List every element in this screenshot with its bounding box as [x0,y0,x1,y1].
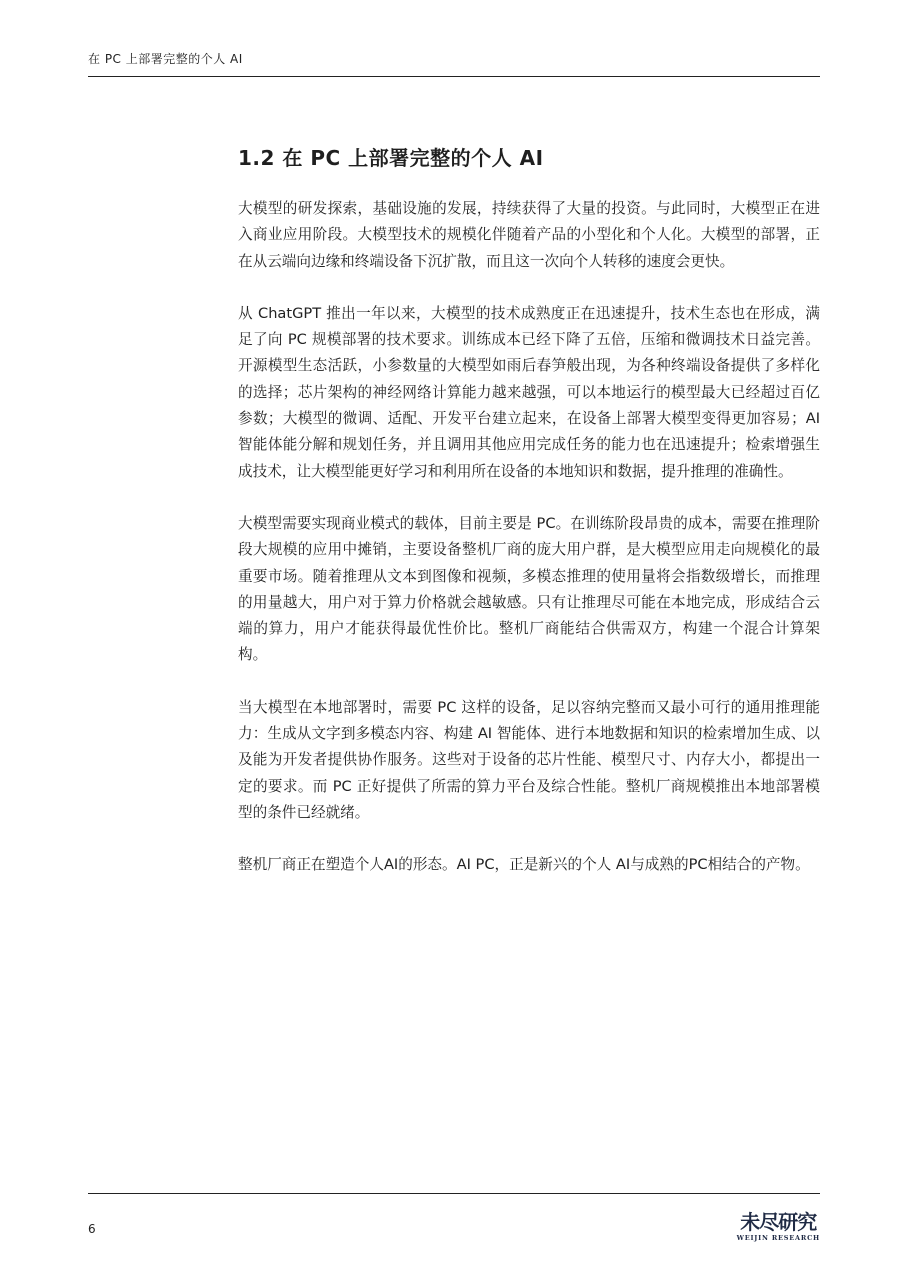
footer-divider [88,1193,820,1194]
brand-name-english: WEIJIN RESEARCH [736,1234,820,1242]
section-title: 1.2 在 PC 上部署完整的个人 AI [238,146,544,170]
paragraph: 大模型的研发探索，基础设施的发展，持续获得了大量的投资。与此同时，大模型正在进入商业应用阶段。大模型技术的规模化伴随着产品的小型化和个人化。大模型的部署，正在从云端向边缘和终端设备下沉扩散，而且这一次向个人转移的速度会更快。 [238,200,820,270]
body-text [238,196,820,905]
page-number: 6 [88,1222,96,1236]
header-divider [88,76,820,77]
paragraph: 整机厂商正在塑造个人AI的形态。AI PC，正是新兴的个人 AI与成熟的PC相结合的产物。 [238,856,810,874]
paragraph: 大模型需要实现商业模式的载体，目前主要是 PC。在训练阶段昂贵的成本，需要在推理阶段大规模的应用中摊销，主要设备整机厂商的庞大用户群，是大模型应用走向规模化的最重要市场。随着推理从文本到图像和视频，多模态推理的使用量将会指数级增长，而推理的用量越大，用户对于算力价格就会越敏感。只有让推理尽可能在本地完成，形成结合云端的算力，用户才能获得最优性价比。整机厂商能结合供需双方，构建一个混合计算架构。 [238,514,820,664]
brand-logo [737,1210,820,1243]
running-header: 在 PC 上部署完整的个人 AI [88,52,243,66]
brand-name-chinese: 未尽研究 [740,1210,817,1234]
paragraph: 当大模型在本地部署时，需要 PC 这样的设备，足以容纳完整而又最小可行的通用推理能力：生成从文字到多模态内容、构建 AI 智能体、进行本地数据和知识的检索增加生成、以及能为开发者提供协作服务。这些对于设备的芯片性能、模型尺寸、内存大小，都提出一定的要求。而 PC 正好提供了所需的算力平台及综合性能。整机厂商规模推出本地部署模型的条件已经就绪。 [238,698,820,821]
paragraph: 从 ChatGPT 推出一年以来，大模型的技术成熟度正在迅速提升，技术生态也在形成，满足了向 PC 规模部署的技术要求。训练成本已经下降了五倍，压缩和微调技术日益完善。开源模型生态活跃，小参数量的大模型如雨后春笋般出现，为各种终端设备提供了多样化的选择；芯片架构的神经网络计算能力越来越强，可以本地运行的模型最大已经超过百亿参数；大模型的微调、适配、开发平台建立起来，在设备上部署大模型变得更加容易；AI 智能体能分解和规划任务，并且调用其他应用完成任务的能力也在迅速提升；检索增强生成技术，让大模型能更好学习和利用所在设备的本地知识和数据，提升推理的准确性。 [238,304,820,480]
